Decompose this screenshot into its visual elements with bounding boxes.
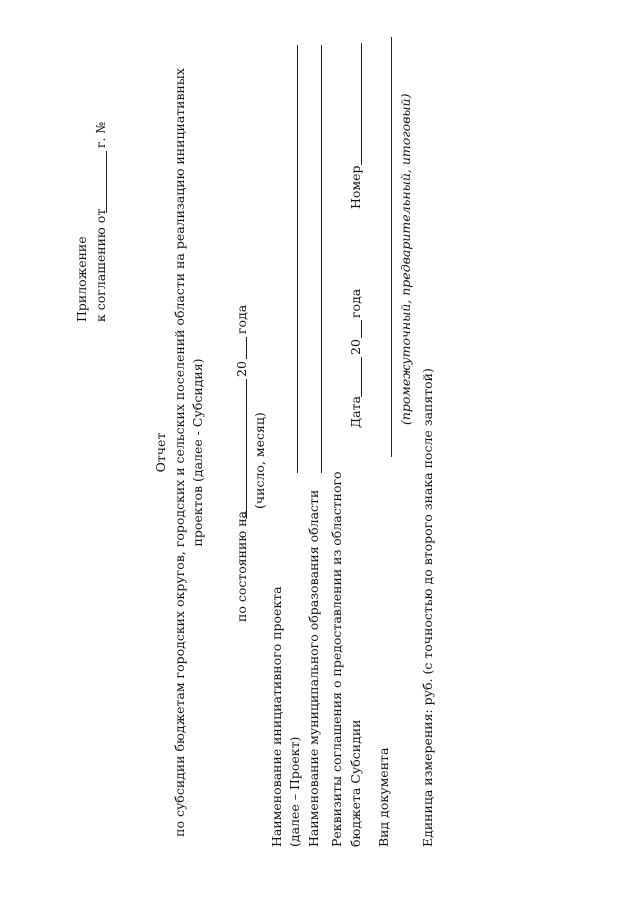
appendix-agreement-suffix: г. №: [93, 121, 108, 148]
date-label: Дата: [348, 396, 363, 428]
as-of-prefix: по состоянию на: [234, 511, 249, 622]
report-title: Отчет: [153, 432, 168, 473]
as-of-suffix: года: [234, 304, 249, 334]
project-name-line: [297, 45, 298, 473]
as-of-year-line: [246, 337, 247, 359]
date-year-line: [361, 320, 362, 338]
date-year-suffix: года: [348, 288, 363, 318]
agreement-label-line2: бюджета Субсидии: [348, 719, 363, 847]
appendix-date-line: [106, 151, 107, 213]
appendix-title: Приложение: [74, 236, 89, 322]
unit-label: Единица измерения: руб. (с точностью до второго знака после запятой): [420, 368, 435, 847]
municipality-line: [321, 45, 322, 473]
report-subtitle-line2: проектов (далее - Субсидия): [190, 358, 205, 547]
report-subtitle-line1: по субсидии бюджетам городских округов, городских и сельских поселений области на реализацию инициативных: [172, 68, 187, 837]
as-of-date-line: [246, 379, 247, 519]
appendix-agreement-prefix: к соглашению от: [93, 208, 108, 322]
doc-type-hint: (промежуточный, предварительный, итоговый): [398, 93, 413, 425]
number-label: Номер: [348, 165, 363, 209]
municipality-label: Наименование муниципального образования области: [306, 489, 321, 847]
project-name-label-line2: (далее – Проект): [287, 736, 302, 847]
doc-type-label: Вид документа: [376, 747, 391, 847]
number-line: [361, 43, 362, 165]
doc-type-line: [391, 37, 392, 457]
as-of-year: 20: [234, 361, 249, 377]
date-year-prefix: 20: [348, 339, 363, 355]
agreement-label-line1: Реквизиты соглашения о предоставлении из областного: [329, 471, 344, 847]
project-name-label-line1: Наименование инициативного проекта: [269, 586, 284, 847]
as-of-hint: (число, месяц): [252, 412, 267, 509]
date-line: [361, 357, 362, 397]
